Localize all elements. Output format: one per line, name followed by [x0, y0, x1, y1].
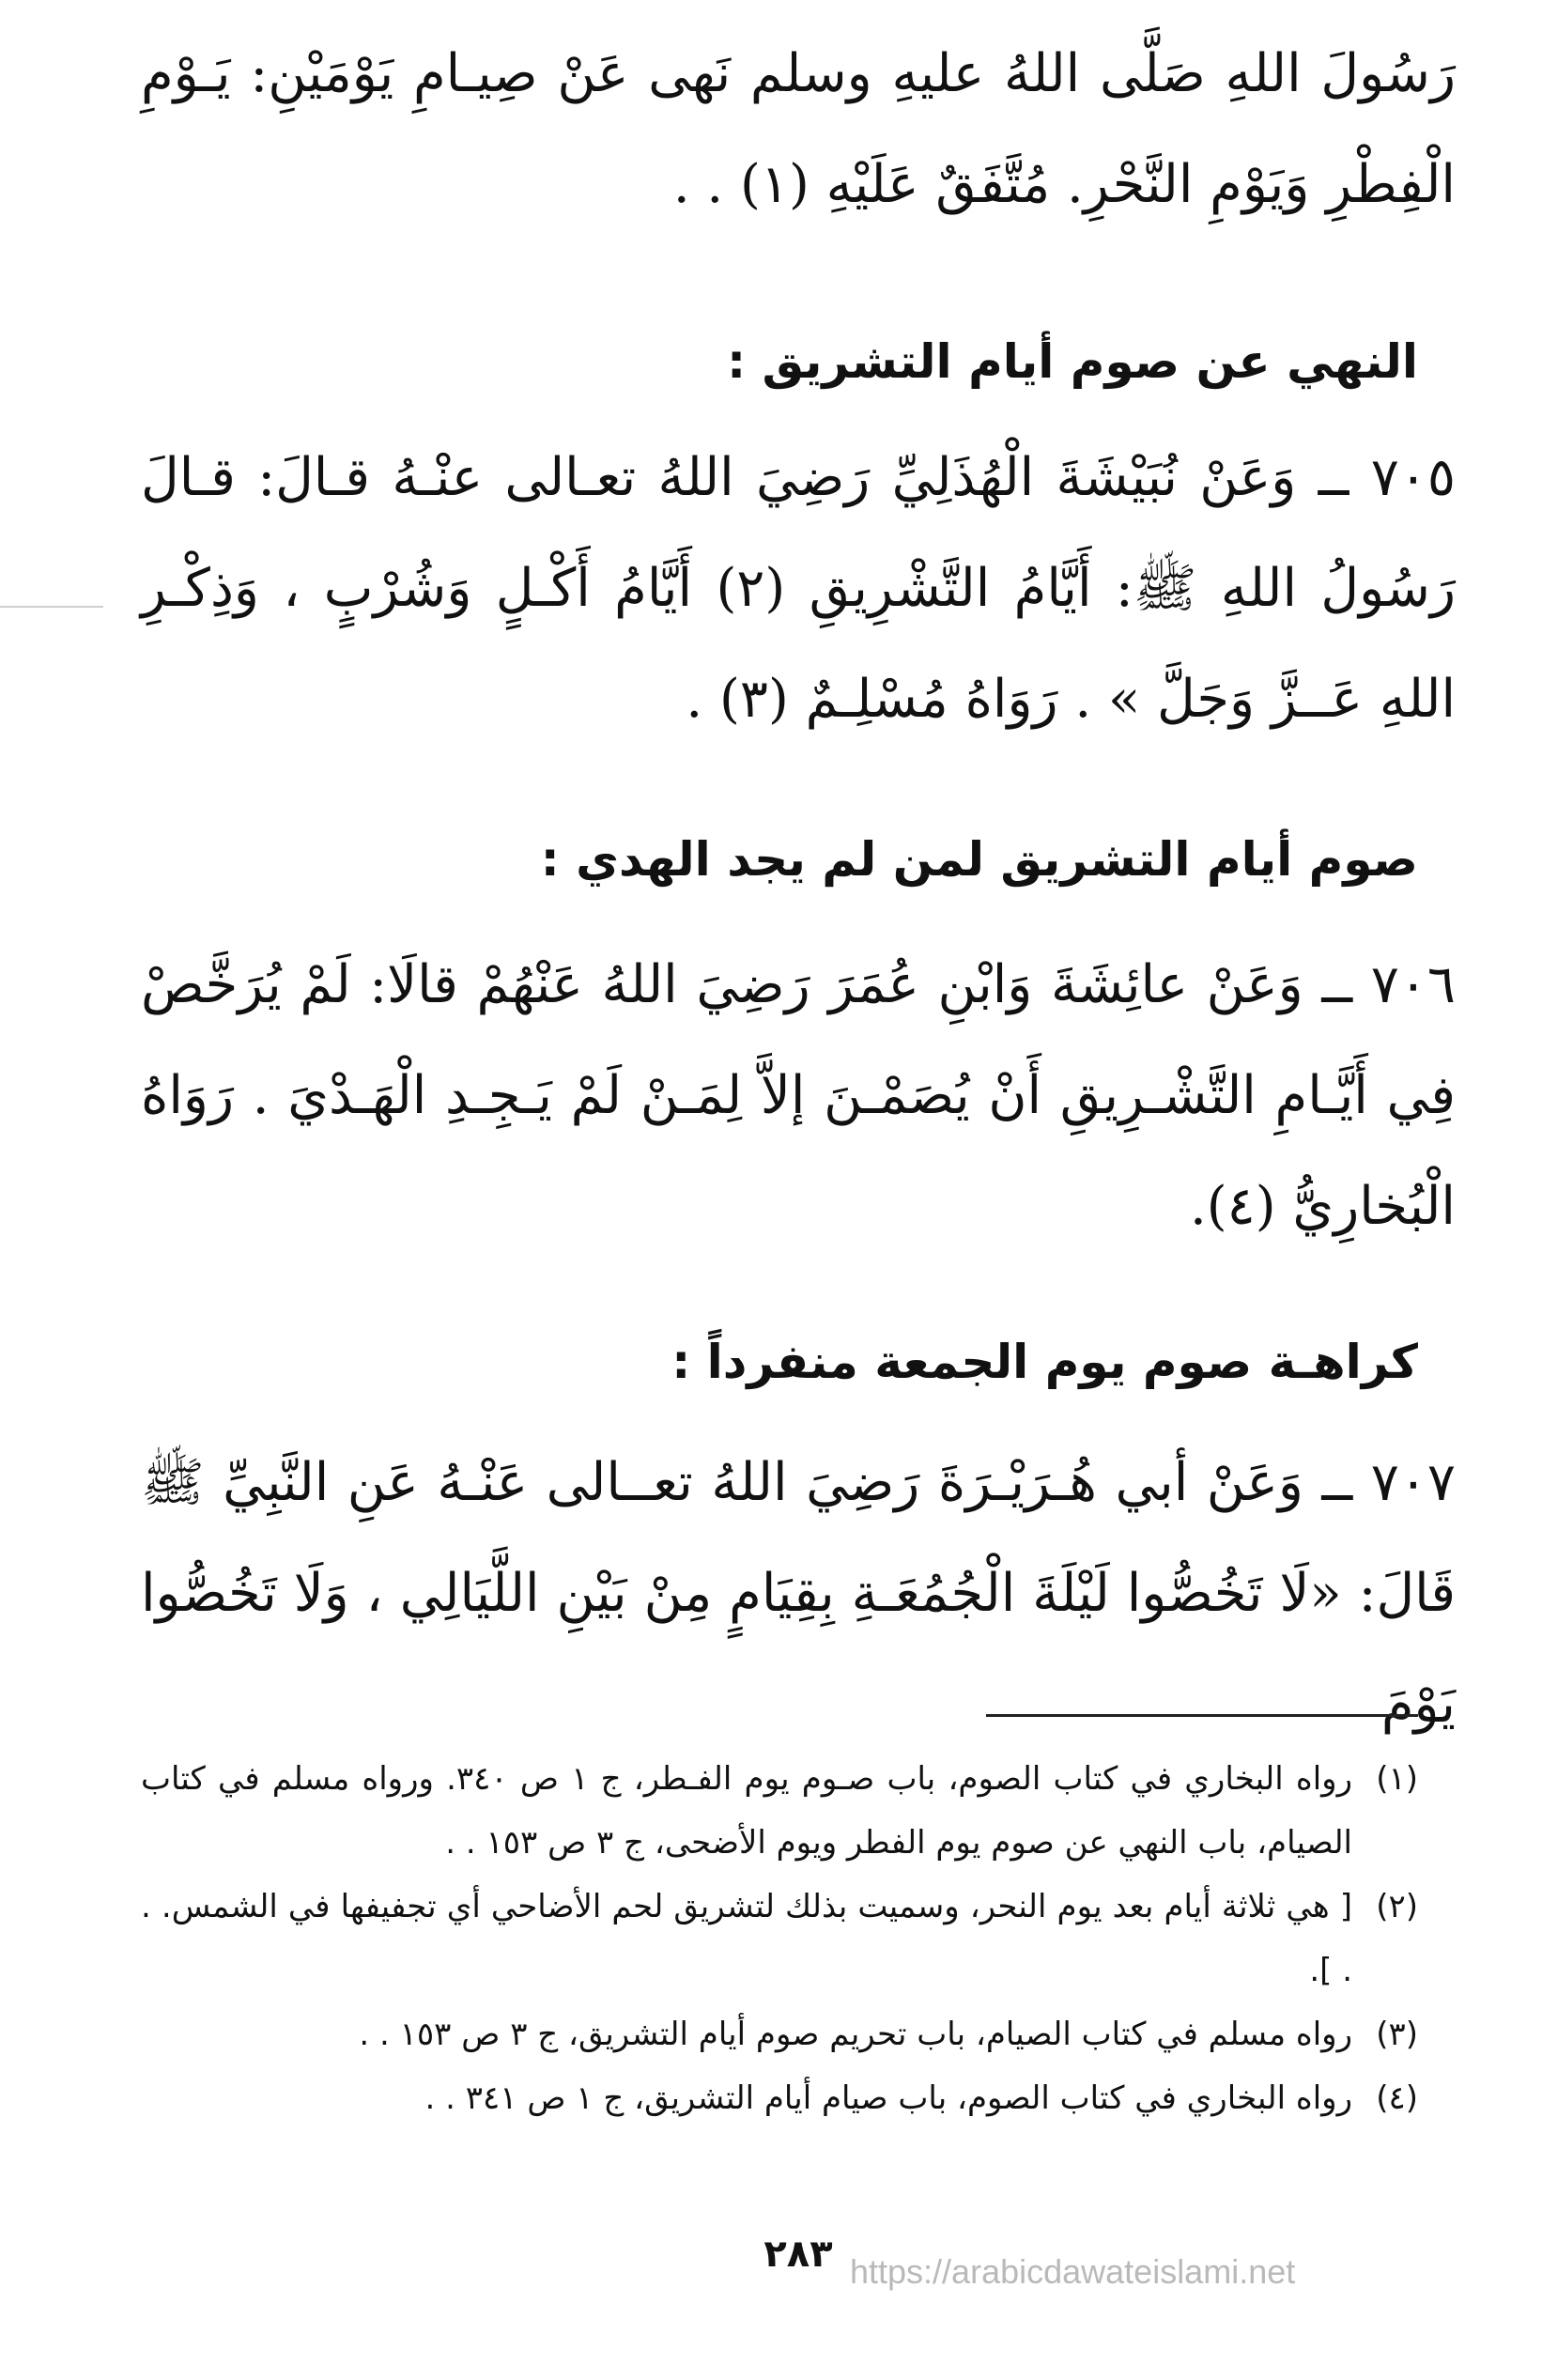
watermark-url: https://arabicdawateislami.net	[850, 2252, 1296, 2291]
book-page	[141, 19, 1456, 2367]
footnote-item	[141, 1875, 1418, 2002]
footnote-text: رواه مسلم في كتاب الصيام، باب تحريم صوم أيام التشريق، ج ٣ ص ١٥٣ . .	[359, 2016, 1352, 2053]
scan-artifact-line	[0, 606, 103, 608]
hadith-706	[141, 930, 1456, 1262]
footnote-item	[141, 1747, 1418, 1875]
footnote-item	[141, 2066, 1418, 2130]
footnote-number: (١)	[1376, 1760, 1418, 1798]
footnote-text: رواه البخاري في كتاب الصوم، باب صـوم يوم الفـطر، ج ١ ص ٣٤٠. ورواه مسلم في كتاب الصيام، باب النهي عن صوم يوم الفطر ويوم الأضحى، ج ٣ ص ١٥٣ . .	[141, 1760, 1352, 1862]
footnote-number: (٣)	[1376, 2016, 1418, 2053]
hadith-705	[141, 423, 1456, 755]
section-heading-tashriq-prohibition: النهي عن صوم أيام التشريق :	[727, 334, 1418, 389]
section-heading-friday-fast: كراهـة صوم يوم الجمعة منفرداً :	[671, 1335, 1418, 1389]
footnote-separator	[986, 1714, 1418, 1717]
paragraph-text: رَسُولَ اللهِ صَلَّى اللهُ عليهِ وسلم نَهى عَنْ صِيـامِ يَوْمَيْنِ: يَـوْمِ الْفِطْرِ وَيَوْمِ النَّحْرِ. مُتَّفَقٌ عَلَيْهِ (١) . .	[141, 43, 1457, 215]
footnote-item	[141, 2002, 1418, 2066]
footnote-number: (٤)	[1376, 2079, 1418, 2117]
paragraph-text: ٧٠٧ ــ وَعَنْ أبي هُـرَيْـرَةَ رَضِيَ اللهُ تعــالى عَنْـهُ عَنِ النَّبِيِّ ﷺ قَالَ: «لَا تَخُصُّوا لَيْلَةَ الْجُمُعَـةِ بِقِيَامٍ مِنْ بَيْنِ اللَّيَالِي ، وَلَا تَخُصُّوا يَوْمَ	[141, 1452, 1456, 1735]
paragraph-text: ٧٠٦ ــ وَعَنْ عائِشَةَ وَابْنِ عُمَرَ رَضِيَ اللهُ عَنْهُمْ قالَا: لَمْ يُرَخَّصْ فِي أَيَّـامِ التَّشْـرِيقِ أَنْ يُصَمْـنَ إلاَّ لِمَـنْ لَمْ يَـجِـدِ الْهَـدْيَ . رَوَاهُ الْبُخارِيُّ (٤).	[141, 954, 1456, 1237]
paragraph-text: ٧٠٥ ــ وَعَنْ نُبَيْشَةَ الْهُذَلِيِّ رَضِيَ اللهُ تعـالى عنْـهُ قـالَ: قـالَ رَسُولُ اللهِ ﷺ: أَيَّامُ التَّشْرِيقِ (٢) أَيَّامُ أَكْـلٍ وَشُرْبٍ ، وَذِكْـرِ اللهِ عَــزَّ وَجَلَّ » . رَوَاهُ مُسْلِـمٌ (٣) .	[141, 447, 1456, 730]
footnote-text: [ هي ثلاثة أيام بعد يوم النحر، وسميت بذلك لتشريق لحم الأضاحي أي تجفيفها في الشمس. . . ].	[141, 1888, 1352, 1989]
footnotes	[141, 1747, 1418, 2130]
hadith-707	[141, 1428, 1456, 1760]
footnote-number: (٢)	[1376, 1888, 1418, 1925]
footnote-text: رواه البخاري في كتاب الصوم، باب صيام أيام التشريق، ج ١ ص ٣٤١ . .	[424, 2079, 1352, 2117]
section-heading-tashriq-hady: صوم أيام التشريق لمن لم يجد الهدي :	[540, 832, 1418, 887]
page-number: ٢٨٣	[763, 2233, 833, 2276]
hadith-continuation	[141, 19, 1456, 240]
